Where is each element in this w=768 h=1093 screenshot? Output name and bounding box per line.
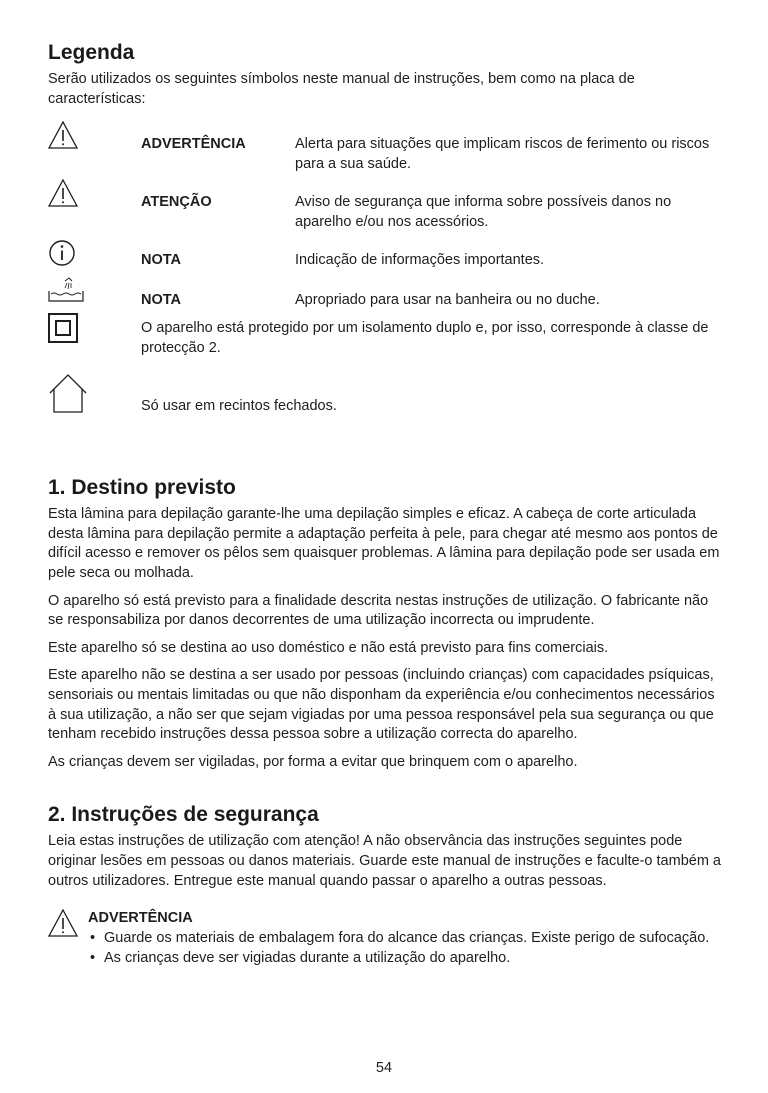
section-destino-previsto (48, 475, 722, 772)
paragraph: Esta lâmina para depilação garante-lhe uma depilação simples e eficaz. A cabeça de corte articulada desta lâmina para depilação permite a adaptação perfeita à pele, para chegar até mesmo aos pontos de difícil acesso e remover os pêlos sem quaisquer problemas. A lâmina para depilação pode ser usada em pele seca ou molhada. (48, 506, 720, 581)
warning-block (48, 909, 722, 1004)
legend-description: Só usar em recintos fechados. (141, 398, 337, 415)
bathtub-shower-icon (48, 277, 84, 308)
legend-description: Apropriado para usar na banheira ou no duche. (295, 292, 600, 309)
legend-description: Indicação de informações importantes. (295, 252, 545, 269)
page-number: 54 (375, 1060, 393, 1076)
manual-page (48, 40, 722, 1004)
legend-description: Aviso de segurança que informa sobre possíveis danos no aparelho e/ou nos acessórios. (295, 194, 672, 230)
warning-triangle-icon (48, 179, 78, 212)
section-title: 1. Destino previsto (48, 476, 236, 500)
paragraph: Leia estas instruções de utilização com atenção! A não observância das instruções seguintes pode originar lesões em pessoas ou danos materiais. Guarde este manual de instruções e faculte-o também a outros utilizadores. Entregue este manual quando passar o aparelho a outras pessoas. (48, 833, 721, 889)
legend-term: NOTA (141, 252, 182, 269)
section-instrucoes-seguranca (48, 802, 722, 1004)
info-icon (48, 239, 76, 272)
list-item-text: As crianças deve ser vigiadas durante a utilização do aparelho. (104, 949, 511, 966)
legend-description: Alerta para situações que implicam riscos de ferimento ou riscos para a sua saúde. (295, 136, 710, 172)
double-insulation-icon (48, 313, 78, 348)
paragraph: Este aparelho só se destina ao uso doméstico e não está previsto para fins comerciais. (48, 639, 609, 656)
legend-term: ADVERTÊNCIA (141, 136, 246, 153)
paragraph: O aparelho só está previsto para a finalidade descrita nestas instruções de utilização. O fabricante não se responsabiliza por danos decorrentes de uma utilização incorrecta ou imprudente. (48, 592, 709, 629)
house-icon (48, 373, 88, 418)
bullet: • (90, 930, 96, 947)
legend-term: NOTA (141, 292, 182, 309)
section-title: 2. Instruções de segurança (48, 803, 319, 827)
legend-term: ATENÇÃO (141, 194, 212, 211)
list-item-text: Guarde os materiais de embalagem fora do alcance das crianças. Existe perigo de sufocação. (104, 930, 710, 947)
warning-title: ADVERTÊNCIA (88, 910, 193, 927)
warning-triangle-icon (48, 121, 78, 154)
legend-intro: Serão utilizados os seguintes símbolos neste manual de instruções, bem como na placa de características: (48, 71, 635, 107)
list-item (90, 929, 722, 949)
paragraph: Este aparelho não se destina a ser usado por pessoas (incluindo crianças) com capacidades psíquicas, sensoriais ou mentais limitadas ou que não disponham da experiência e/ou conhecimentos necessários à sua utilização, a não ser que sejam vigiadas por uma pessoa responsável pela sua segurança ou que tenham recebido instruções dessa pessoa sobre a utilização correcta do aparelho. (48, 667, 715, 743)
legend-title: Legenda (48, 41, 135, 64)
paragraph: As crianças devem ser vigiladas, por forma a evitar que brinquem com o aparelho. (48, 753, 578, 770)
bullet: • (90, 949, 96, 966)
warning-list (90, 929, 722, 968)
warning-triangle-icon (48, 909, 78, 942)
legend-table (48, 125, 722, 445)
list-item (90, 949, 722, 969)
legend-description: O aparelho está protegido por um isolamento duplo e, por isso, corresponde à classe de protecção 2. (141, 320, 709, 356)
